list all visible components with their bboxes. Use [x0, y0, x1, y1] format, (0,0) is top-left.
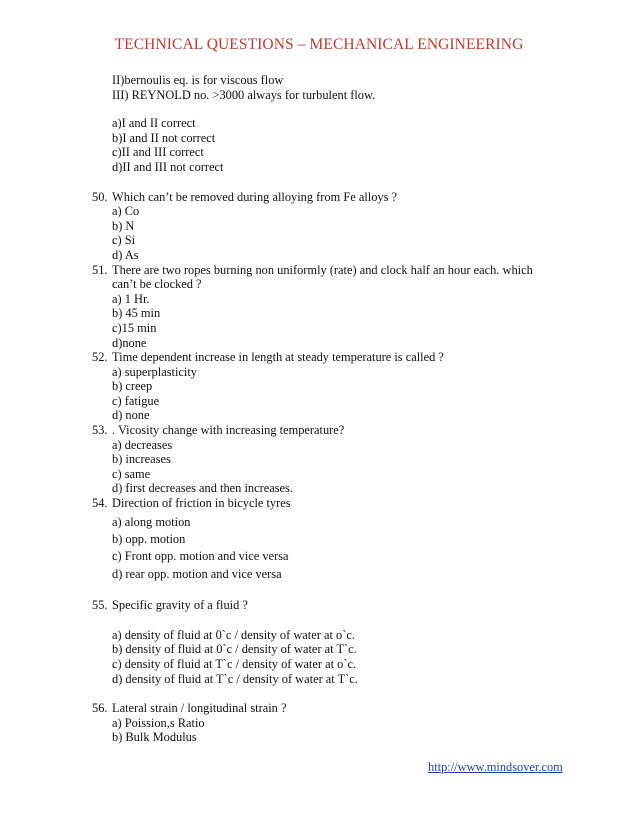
option-item: b) Bulk Modulus [112, 730, 197, 745]
question-text: Time dependent increase in length at steady temperature is called ? [112, 350, 444, 365]
option-list [92, 204, 602, 262]
option-item: c) same [112, 466, 151, 481]
option-item: c) density of fluid at T`c / density of water at o`c. [112, 657, 357, 672]
footer-website-link[interactable]: http://www.mindsover.com [428, 760, 563, 774]
question-56 [92, 701, 602, 745]
option-item: b) creep [112, 379, 153, 394]
option-list [92, 628, 602, 686]
question-text: Direction of friction in bicycle tyres [112, 496, 291, 511]
option-item: a) 1 Hr. [112, 291, 150, 306]
option-list [92, 292, 602, 350]
question-number: 54. [92, 496, 108, 511]
option-list [92, 716, 602, 745]
question-51 [92, 263, 602, 351]
option-item: b) opp. motion [112, 532, 186, 547]
option-item: a) superplasticity [112, 364, 197, 379]
question-52 [92, 350, 602, 423]
question-text: . Vicosity change with increasing temperature? [112, 423, 345, 438]
option-item: d) As [112, 247, 139, 262]
option-item: b) N [112, 218, 135, 233]
option-list [92, 365, 602, 423]
option-item: a)I and II correct [112, 116, 196, 131]
question-53 [92, 423, 602, 496]
question-text: Specific gravity of a fluid ? [112, 598, 248, 613]
option-item: c) Front opp. motion and vice versa [112, 549, 289, 564]
statement-line: III) REYNOLD no. >3000 always for turbulent flow. [112, 87, 376, 102]
statement-block [92, 73, 602, 102]
option-item: d) none [112, 408, 150, 423]
question-text-continued: can’t be clocked ? [112, 277, 202, 292]
option-item: c) Si [112, 233, 136, 248]
question-text: There are two ropes burning non uniformly (rate) and clock half an hour each. which [112, 262, 533, 277]
option-item: a) along motion [112, 514, 191, 529]
option-item: b) 45 min [112, 306, 161, 321]
question-list [92, 73, 602, 745]
option-item: b)I and II not correct [112, 130, 216, 145]
option-item: c) fatigue [112, 393, 160, 408]
option-item: a) density of fluid at 0`c / density of water at o`c. [112, 627, 355, 642]
option-item: a) Poission,s Ratio [112, 715, 205, 730]
page-title: TECHNICAL QUESTIONS – MECHANICAL ENGINEERING [114, 36, 524, 53]
question-number: 55. [92, 598, 108, 613]
option-item: b) density of fluid at 0`c / density of water at T`c. [112, 642, 357, 657]
option-item: a) decreases [112, 437, 173, 452]
option-item: d) first decreases and then increases. [112, 481, 293, 496]
option-item: d)none [112, 335, 147, 350]
question-54 [92, 496, 602, 583]
option-list [92, 116, 602, 174]
question-number: 50. [92, 189, 108, 204]
option-item: c)II and III correct [112, 145, 204, 160]
statement-line: II)bernoulis eq. is for viscous flow [112, 73, 284, 87]
question-55 [92, 598, 602, 686]
option-item: d) density of fluid at T`c / density of water at T`c. [112, 671, 358, 686]
option-item: c)15 min [112, 320, 157, 335]
question-number: 53. [92, 423, 108, 438]
option-item: d) rear opp. motion and vice versa [112, 566, 282, 581]
question-text: Lateral strain / longitudinal strain ? [112, 701, 287, 716]
option-item: a) Co [112, 204, 140, 219]
question-number: 52. [92, 350, 108, 365]
option-item: d)II and III not correct [112, 159, 224, 174]
question-number: 56. [92, 701, 108, 716]
question-50 [92, 190, 602, 263]
option-list [92, 514, 602, 584]
option-item: b) increases [112, 452, 171, 467]
question-text: Which can’t be removed during alloying from Fe alloys ? [112, 189, 398, 204]
question-number: 51. [92, 262, 108, 277]
option-list [92, 438, 602, 496]
